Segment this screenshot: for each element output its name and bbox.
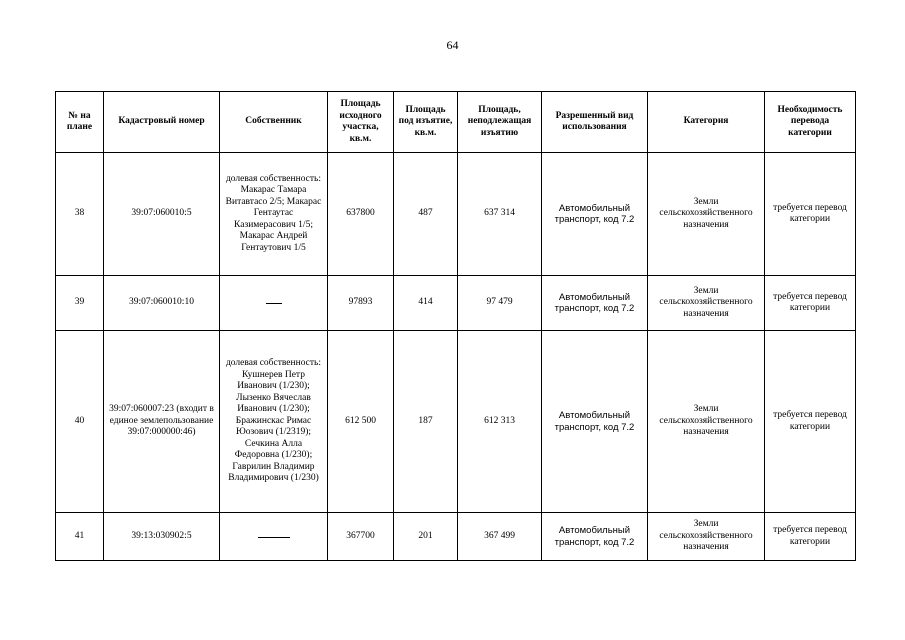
cell-cadastral-number: 39:07:060010:5 <box>104 153 220 276</box>
cell-owner <box>220 513 328 561</box>
header-category: Категория <box>648 92 765 153</box>
cell-area-taken: 187 <box>394 331 458 513</box>
table-row <box>56 276 856 331</box>
header-category-conversion: Необходимость перевода категории <box>765 92 856 153</box>
cell-permitted-use: Автомобильный транспорт, код 7.2 <box>542 276 648 331</box>
cell-area-remaining: 612 313 <box>458 331 542 513</box>
cell-category: Земли сельскохозяйственного назначения <box>648 276 765 331</box>
page-number: 64 <box>446 38 459 52</box>
cell-category-conversion: требуется перевод категории <box>765 276 856 331</box>
cell-original-area: 367700 <box>328 513 394 561</box>
cell-cadastral-number: 39:07:060010:10 <box>104 276 220 331</box>
header-owner: Собственник <box>220 92 328 153</box>
cell-category: Земли сельскохозяйственного назначения <box>648 513 765 561</box>
cell-category: Земли сельскохозяйственного назначения <box>648 153 765 276</box>
cell-cadastral-number: 39:13:030902:5 <box>104 513 220 561</box>
cell-area-remaining: 97 479 <box>458 276 542 331</box>
header-permitted-use: Разрешенный вид использования <box>542 92 648 153</box>
cell-area-taken: 414 <box>394 276 458 331</box>
table-row <box>56 513 856 561</box>
cell-area-remaining: 637 314 <box>458 153 542 276</box>
cell-original-area: 612 500 <box>328 331 394 513</box>
cell-permitted-use: Автомобильный транспорт, код 7.2 <box>542 513 648 561</box>
cell-plan-number: 39 <box>56 276 104 331</box>
cell-plan-number: 41 <box>56 513 104 561</box>
cell-area-remaining: 367 499 <box>458 513 542 561</box>
header-area-remaining: Площадь, неподлежащая изъятию <box>458 92 542 153</box>
cell-category-conversion: требуется перевод категории <box>765 331 856 513</box>
cell-area-taken: 201 <box>394 513 458 561</box>
cell-permitted-use: Автомобильный транспорт, код 7.2 <box>542 331 648 513</box>
cell-owner <box>220 276 328 331</box>
table-header-row <box>56 92 856 153</box>
table-row <box>56 331 856 513</box>
header-plan-number: № на плане <box>56 92 104 153</box>
cell-original-area: 97893 <box>328 276 394 331</box>
cell-category-conversion: требуется перевод категории <box>765 513 856 561</box>
cell-owner: долевая собственность: Макарас Тамара Витавтасо 2/5; Макарас Гентаутас Казимерасович 1/5; Макарас Андрей Гентаутович 1/5 <box>220 153 328 276</box>
header-area-taken: Площадь под изъятие, кв.м. <box>394 92 458 153</box>
cell-plan-number: 38 <box>56 153 104 276</box>
cell-owner: долевая собственность: Кушнерев Петр Иванович (1/230); Лызенко Вячеслав Иванович (1/230); Бражинскас Римас Юозович (1/2319); Сечкина Алла Федоровна (1/230); Гаврилин Владимир Владимирович (1/230) <box>220 331 328 513</box>
owner-blank-line <box>258 537 290 538</box>
owner-blank-line <box>266 303 282 304</box>
cell-category-conversion: требуется перевод категории <box>765 153 856 276</box>
cell-plan-number: 40 <box>56 331 104 513</box>
cell-category: Земли сельскохозяйственного назначения <box>648 331 765 513</box>
header-original-area: Площадь исходного участка, кв.м. <box>328 92 394 153</box>
land-plots-table <box>55 91 856 561</box>
cell-area-taken: 487 <box>394 153 458 276</box>
cell-permitted-use: Автомобильный транспорт, код 7.2 <box>542 153 648 276</box>
table-row <box>56 153 856 276</box>
header-cadastral-number: Кадастровый номер <box>104 92 220 153</box>
cell-cadastral-number: 39:07:060007:23 (входит в единое землепользование 39:07:000000:46) <box>104 331 220 513</box>
cell-original-area: 637800 <box>328 153 394 276</box>
